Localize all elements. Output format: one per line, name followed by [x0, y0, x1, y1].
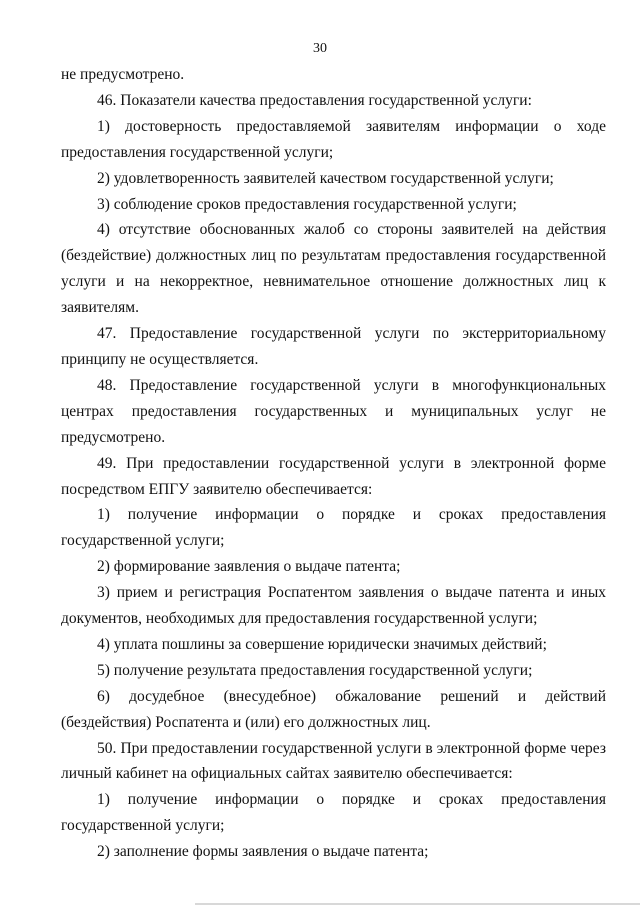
- paragraph-49-item-5: 5) получение результата предоставления государственной услуги;: [97, 661, 533, 679]
- paragraph-49-heading: 49. При предоставлении государственной услуги в электронной форме посредством ЕПГУ заявителю обеспечивается:: [61, 454, 606, 498]
- paragraph-46-item-1: 1) достоверность предоставляемой заявителям информации о ходе предоставления государственной услуги;: [61, 117, 606, 161]
- paragraph-46-item-3: 3) соблюдение сроков предоставления государственной услуги;: [97, 195, 517, 213]
- paragraph-49-item-4: 4) уплата пошлины за совершение юридически значимых действий;: [97, 635, 547, 653]
- document-body: [61, 62, 606, 865]
- paragraph-49-item-3: 3) прием и регистрация Роспатентом заявления о выдаче патента и иных документов, необходимых для предоставления государственной услуги;: [61, 584, 606, 628]
- paragraph-49-item-2: 2) формирование заявления о выдаче патента;: [97, 558, 401, 576]
- paragraph-50-item-2: 2) заполнение формы заявления о выдаче патента;: [97, 843, 429, 861]
- paragraph-46-item-2: 2) удовлетворенность заявителей качеством государственной услуги;: [97, 169, 554, 187]
- paragraph-48: 48. Предоставление государственной услуги в многофункциональных центрах предоставления государственных и муниципальных услуг не предусмотрено.: [61, 376, 606, 446]
- paragraph-continuation: не предусмотрено.: [61, 66, 185, 83]
- paragraph-49-item-6: 6) досудебное (внесудебное) обжалование решений и действий (бездействия) Роспатента и (или) его должностных лиц.: [61, 687, 606, 731]
- paragraph-50-item-1: 1) получение информации о порядке и сроках предоставления государственной услуги;: [61, 791, 606, 835]
- page-number: 30: [313, 41, 327, 56]
- paragraph-46-item-4: 4) отсутствие обоснованных жалоб со стороны заявителей на действия (бездействие) должностных лиц по результатам предоставления государственной услуги и на некорректное, невнимательное отношение должностных лиц к заявителям.: [61, 221, 606, 317]
- paragraph-49-item-1: 1) получение информации о порядке и сроках предоставления государственной услуги;: [61, 506, 606, 550]
- paragraph-47: 47. Предоставление государственной услуги по экстерриториальному принципу не осуществляется.: [61, 325, 606, 368]
- paragraph-46-heading: 46. Показатели качества предоставления государственной услуги:: [97, 91, 532, 109]
- paragraph-50-heading: 50. При предоставлении государственной услуги в электронной форме через личный кабинет на официальных сайтах заявителю обеспечивается:: [61, 739, 606, 783]
